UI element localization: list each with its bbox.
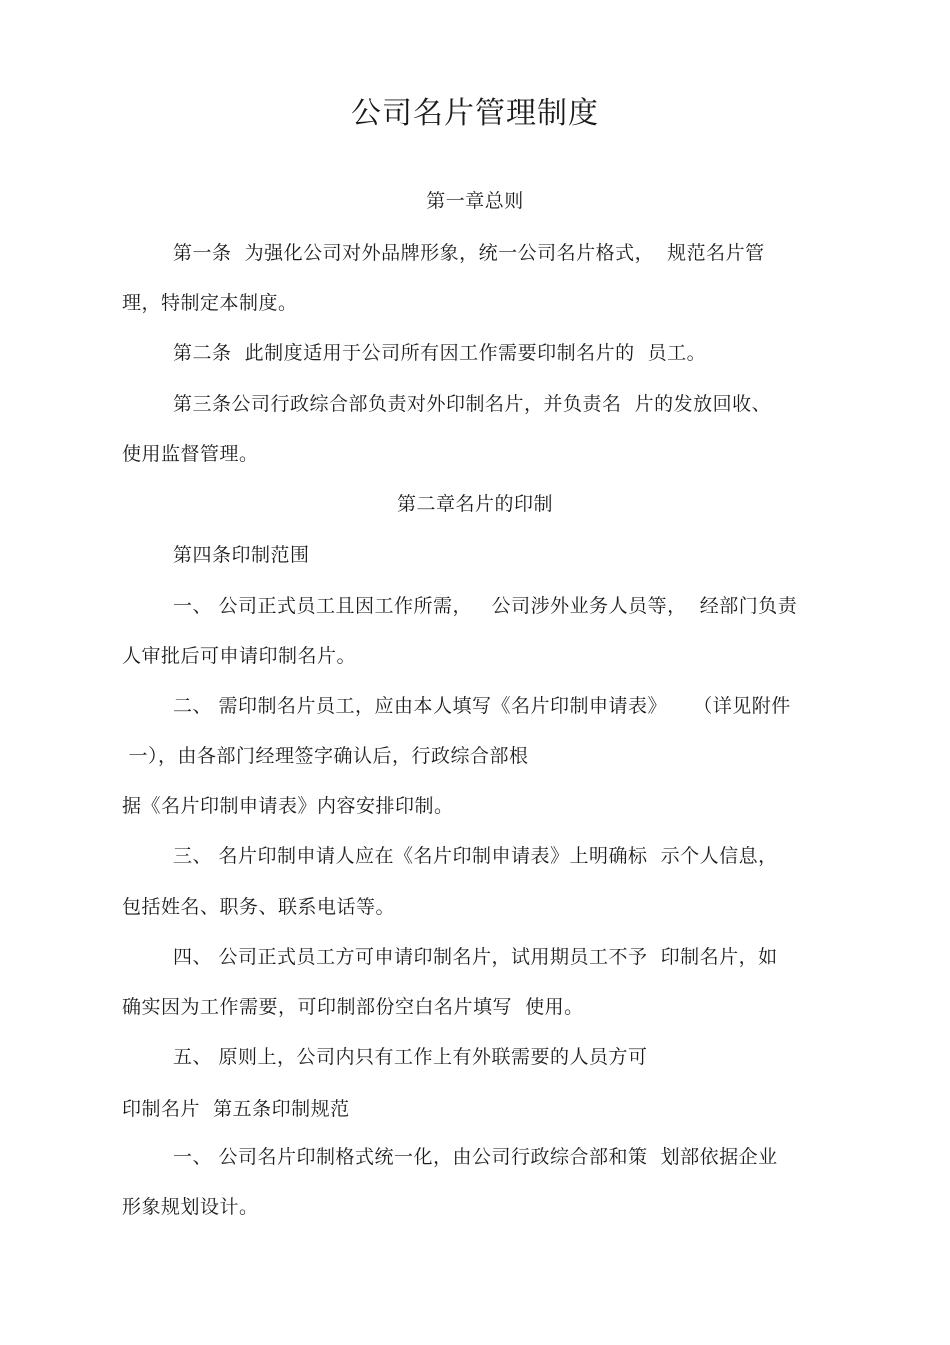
article4-item1-line1: 一、 公司正式员工且因工作所需， 公司涉外业务人员等， 经部门负责 (173, 595, 798, 617)
article4-item4-line2: 确实因为工作需要，可印制部份空白名片填写 使用。 (122, 996, 584, 1018)
article4-item2-line3: 据《名片印制申请表》内容安排印制。 (122, 795, 454, 817)
chapter2-heading: 第二章名片的印制 (396, 493, 553, 515)
article1-line2: 理，特制定本制度。 (122, 292, 298, 314)
article4-item3-line1: 三、 名片印制申请人应在《名片印制申请表》上明确标 示个人信息， (173, 845, 778, 867)
article4-item1-line2: 人审批后可申请印制名片。 (122, 645, 357, 667)
article2-line1: 第二条 此制度适用于公司所有因工作需要印制名片的 员工。 (173, 342, 707, 364)
article4-item2-line1: 二、 需印制名片员工，应由本人填写《名片印制申请表》 （详见附件 (173, 695, 791, 717)
article4-item4-line1: 四、 公司正式员工方可申请印制名片，试用期员工不予 印制名片，如 (173, 946, 778, 968)
article4-heading: 第四条印制范围 (173, 544, 310, 566)
article4-item2-line2: 一），由各部门经理签字确认后，行政综合部根 (122, 745, 529, 767)
chapter1-heading: 第一章总则 (426, 190, 524, 212)
article5-item1-line2: 形象规划设计。 (122, 1196, 259, 1218)
article5-item1-line1: 一、 公司名片印制格式统一化，由公司行政综合部和策 划部依据企业 (173, 1146, 778, 1168)
article4-item5-line1: 五、 原则上，公司内只有工作上有外联需要的人员方可 (173, 1046, 648, 1068)
article3-line1: 第三条公司行政综合部负责对外印制名片，并负责名 片的发放回收、 (173, 393, 772, 415)
document-title: 公司名片管理制度 (351, 96, 599, 131)
article1-line1: 第一条 为强化公司对外品牌形象，统一公司名片格式， 规范名片管 (173, 242, 765, 264)
article4-item5-line2: 印制名片 第五条印制规范 (122, 1098, 350, 1120)
article3-line2: 使用监督管理。 (122, 443, 259, 465)
article4-item3-line2: 包括姓名、职务、联系电话等。 (122, 896, 396, 918)
